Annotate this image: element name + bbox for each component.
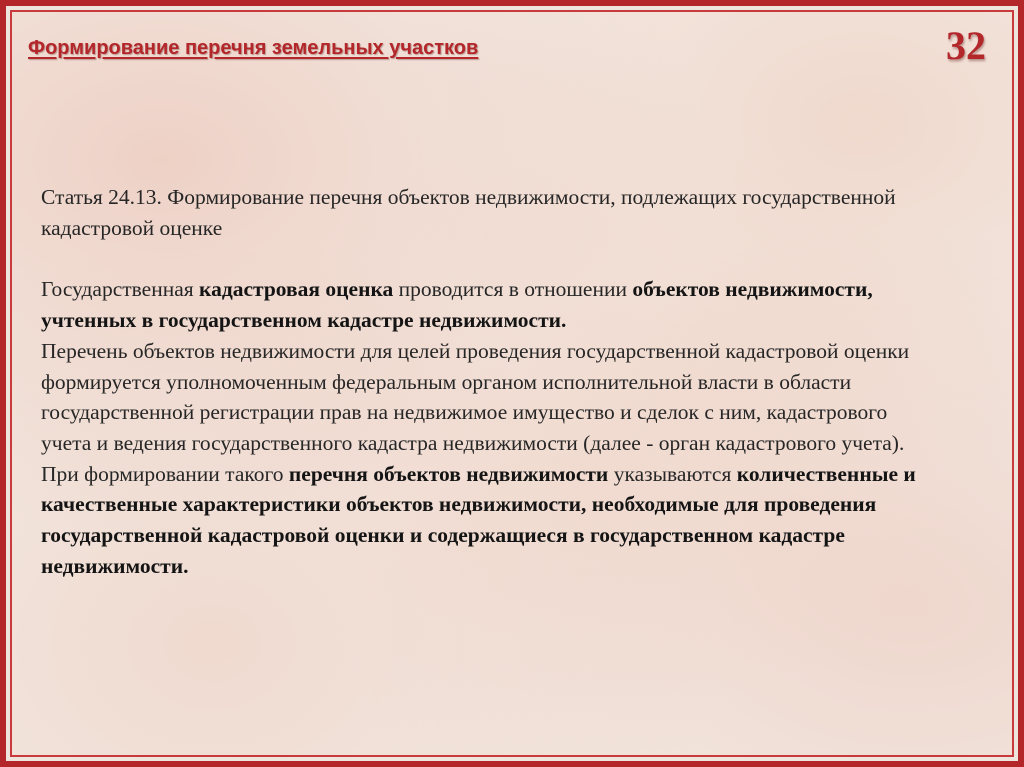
bold-phrase: объектов недвижимости, учтенных в государственном кадастре недвижимости. [41, 277, 873, 333]
paragraph-text: При формировании такого [41, 461, 289, 486]
paragraph-text: указываются [608, 461, 737, 486]
bold-phrase: кадастровая оценка [199, 277, 394, 302]
bold-phrase: перечня объектов недвижимости [288, 461, 609, 486]
slide-body [41, 182, 941, 581]
bold-phrase: количественные и качественные характеристики объектов недвижимости, необходимые для проведения государственной кадастровой оценки и содержащиеся в государственном кадастре недвижимости. [41, 461, 916, 578]
paragraph-characteristics [41, 459, 941, 582]
paragraph-text: проводится в отношении [393, 277, 633, 302]
paragraph-list-formation: Перечень объектов недвижимости для целей проведения государственной кадастровой оценки формируется уполномоченным федеральным органом исполнительной власти в области государственной регистрации прав на недвижимое имущество и сделок с ним, кадастрового учета и ведения государственного кадастра недвижимости (далее - орган кадастрового учета). [41, 338, 910, 455]
page-number: 32 [946, 23, 986, 68]
paragraph-spacer [41, 243, 941, 274]
slide-title: Формирование перечня земельных участков [28, 37, 479, 59]
article-heading: Статья 24.13. Формирование перечня объектов недвижимости, подлежащих государственной кадастровой оценке [41, 185, 896, 240]
paragraph-text: Государственная [41, 277, 200, 302]
paragraph-cadastral-valuation [41, 274, 941, 335]
